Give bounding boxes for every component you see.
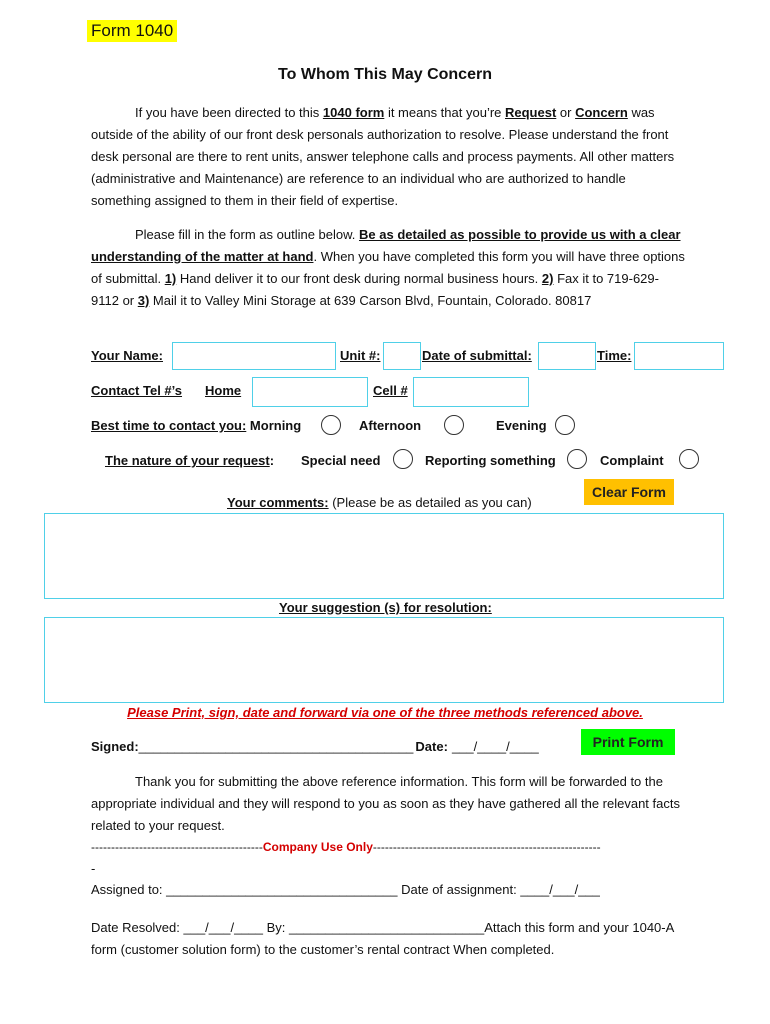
best-time-row [91, 415, 301, 437]
unit-field[interactable] [383, 342, 421, 370]
nature-label: The nature of your request [105, 453, 270, 468]
evening-label: Evening [496, 418, 547, 433]
time-field[interactable] [634, 342, 724, 370]
evening-radio[interactable] [555, 415, 575, 435]
intro-emphasis: Be as detailed as possible to provide us with a clear understanding of the matter at hand [91, 227, 681, 264]
suggestion-label: Your suggestion (s) for resolution: [279, 600, 492, 615]
afternoon-label: Afternoon [359, 418, 422, 433]
form-title-badge: Form 1040 [87, 20, 177, 42]
cell-phone-field[interactable] [413, 377, 529, 407]
option-3-number: 3) [137, 293, 150, 308]
date-line: ___/____/____ [451, 739, 539, 754]
signed-row [91, 736, 539, 758]
intro-request: Request [505, 105, 557, 120]
divider-dashes: ------------------------------------------- [91, 840, 263, 854]
print-instruction-note: Please Print, sign, date and forward via one of the three methods referenced above. [127, 705, 643, 720]
intro-text: Please fill in the form as outline below. [135, 227, 360, 242]
your-name-label: Your Name: [91, 348, 163, 363]
signed-line: ______________________________________ [138, 739, 414, 754]
intro-text: Hand deliver it to our front desk during normal business hours. [176, 271, 542, 286]
intro-form-ref: 1040 form [322, 105, 385, 120]
divider-dashes: --------------------------------------------------------- [372, 840, 601, 854]
complaint-label: Complaint [600, 453, 664, 468]
comments-label: Your comments: [227, 495, 329, 510]
reporting-label: Reporting something [425, 453, 556, 468]
comments-hint: (Please be as detailed as you can) [328, 495, 532, 510]
company-use-label: Company Use Only [262, 840, 373, 854]
reporting-radio[interactable] [567, 449, 587, 469]
your-name-field[interactable] [172, 342, 336, 370]
intro-text: If you have been directed to this [135, 105, 323, 120]
intro-text: . When you have completed this form you will have three options of submittal. [91, 249, 685, 286]
intro-text: was outside of the ability of our front desk personals authorization to resolve. Please understand the front desk personal are there to rent units, answer telephone calls and process payments. All other matters (administrative and Maintenance) are reference to an individual who are authorized to handle something assigned to them in their field of expertise. [91, 105, 675, 208]
signed-label: Signed: [91, 739, 139, 754]
nature-colon: : [269, 453, 275, 468]
attach-instruction: Attach this form and your 1040-A form (customer solution form) to the customer’s rental contract When completed. [91, 920, 674, 957]
thanks-paragraph [91, 771, 685, 837]
unit-label: Unit #: [340, 348, 381, 363]
special-need-label: Special need [301, 453, 381, 468]
thanks-text: Thank you for submitting the above reference information. This form will be forwarded to the appropriate individual and they will respond to you as soon as they have gathered all the relevant facts related to your request. [91, 774, 680, 833]
best-time-label: Best time to contact you: [91, 418, 247, 433]
page-heading: To Whom This May Concern [278, 66, 492, 83]
date-label: Date: [415, 739, 448, 754]
complaint-radio[interactable] [679, 449, 699, 469]
option-2-number: 2) [541, 271, 554, 286]
special-need-radio[interactable] [393, 449, 413, 469]
intro-paragraph-2 [91, 224, 685, 312]
morning-radio[interactable] [321, 415, 341, 435]
assigned-to-line: Assigned to: ________________________________ Date of assignment: ____/___/___ [91, 882, 600, 897]
cell-label: Cell # [373, 383, 408, 398]
time-label: Time: [597, 348, 632, 363]
comments-heading [227, 492, 532, 514]
intro-text: it means that you’re [384, 105, 505, 120]
clear-form-button[interactable]: Clear Form [584, 479, 674, 505]
intro-text: or [556, 105, 576, 120]
option-1-number: 1) [164, 271, 177, 286]
date-resolved-line: Date Resolved: ___/___/____ By: ___________________________ [91, 920, 485, 935]
comments-textarea[interactable] [44, 513, 724, 599]
intro-concern: Concern [575, 105, 628, 120]
intro-text: Mail it to Valley Mini Storage at 639 Carson Blvd, Fountain, Colorado. 80817 [149, 293, 592, 308]
date-of-submittal-field[interactable] [538, 342, 596, 370]
morning-label: Morning [249, 418, 302, 433]
print-form-button[interactable]: Print Form [581, 729, 675, 755]
intro-paragraph-1 [91, 102, 685, 212]
divider-wrap: - [91, 861, 96, 876]
home-label: Home [205, 383, 242, 398]
intro-text: Fax it to 719-629-9112 or [91, 271, 659, 308]
date-resolved-paragraph [91, 917, 685, 961]
afternoon-radio[interactable] [444, 415, 464, 435]
company-use-divider [91, 836, 601, 858]
nature-row [105, 450, 274, 472]
suggestion-textarea[interactable] [44, 617, 724, 703]
home-phone-field[interactable] [252, 377, 368, 407]
contact-tel-label: Contact Tel #’s [91, 383, 183, 398]
date-of-submittal-label: Date of submittal: [422, 348, 532, 363]
